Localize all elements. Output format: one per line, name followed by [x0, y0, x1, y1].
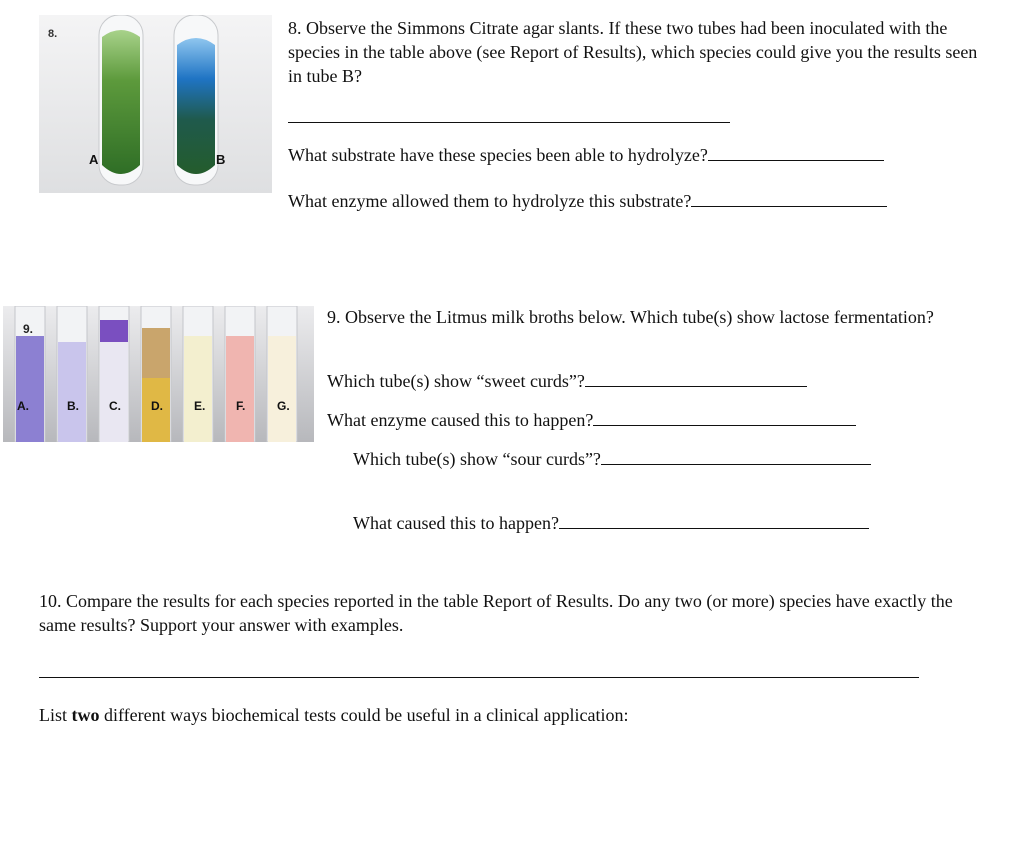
- list-prefix: List: [39, 705, 72, 725]
- substrate-question: What substrate have these species been able to hydrolyze?: [288, 145, 708, 165]
- tube-g-cream: [268, 336, 296, 442]
- litmus-label-d: D.: [151, 399, 163, 413]
- question-10-prompt: 10. Compare the results for each species reported in the table Report of Results. Do any two (or more) species have exactly the same results? Support your answer with examples.: [39, 591, 953, 635]
- question-8-enzyme-row: [288, 189, 887, 213]
- list-emphasis: two: [71, 705, 100, 725]
- sour-curds-row: [353, 447, 871, 471]
- enzyme-question-9: What enzyme caused this to happen?: [327, 410, 594, 430]
- litmus-label-f: F.: [236, 399, 246, 413]
- question-8-substrate-row: [288, 143, 884, 167]
- enzyme-9-row: [327, 408, 856, 432]
- citrate-agar-photo: [39, 15, 272, 193]
- tube-label-a: A: [89, 152, 99, 167]
- tube-e-cream: [184, 336, 212, 442]
- tube-label-b: B: [216, 152, 226, 167]
- question-10-answer-line[interactable]: [39, 677, 919, 678]
- litmus-label-e: E.: [194, 399, 206, 413]
- tube-b-lavender: [58, 342, 86, 442]
- question-9-prompt: 9. Observe the Litmus milk broths below. Which tube(s) show lactose fermentation?: [327, 307, 934, 327]
- litmus-label-c: C.: [109, 399, 121, 413]
- tube-c-purple-layer: [100, 320, 128, 342]
- tube-b-blue-medium: [177, 38, 215, 174]
- question-8-answer-line[interactable]: [288, 122, 730, 123]
- tube-c-white-curd: [100, 342, 128, 442]
- enzyme-9-answer-line[interactable]: [593, 424, 856, 426]
- tube-a-purple: [16, 336, 44, 442]
- litmus-label-a: A.: [17, 399, 29, 413]
- sour-curds-question: Which tube(s) show “sour curds”?: [353, 449, 601, 469]
- citrate-tubes-illustration: [39, 15, 272, 193]
- cause-answer-line[interactable]: [559, 527, 869, 529]
- tube-a-green-medium: [102, 30, 140, 174]
- sour-curds-answer-line[interactable]: [601, 463, 871, 465]
- enzyme-8-answer-line[interactable]: [691, 205, 887, 207]
- cause-row: [353, 511, 869, 535]
- clinical-application-prompt: [39, 703, 629, 727]
- litmus-label-b: B.: [67, 399, 79, 413]
- litmus-milk-photo: [3, 306, 314, 442]
- sweet-curds-answer-line[interactable]: [585, 385, 807, 387]
- question-8-prompt: 8. Observe the Simmons Citrate agar slants. If these two tubes had been inoculated with the species in the table above (see Report of Results), which species could give you the results seen in tube B?: [288, 18, 978, 86]
- enzyme-question-8: What enzyme allowed them to hydrolyze this substrate?: [288, 191, 692, 211]
- sweet-curds-row: [327, 369, 807, 393]
- litmus-label-g: G.: [277, 399, 290, 413]
- figure-8-number: 8.: [48, 28, 58, 40]
- sweet-curds-question: Which tube(s) show “sweet curds”?: [327, 371, 585, 391]
- litmus-tubes-illustration: [3, 306, 314, 442]
- substrate-answer-line[interactable]: [708, 159, 884, 161]
- figure-9-number: 9.: [23, 322, 34, 336]
- list-suffix: different ways biochemical tests could be useful in a clinical application:: [99, 705, 629, 725]
- cause-question: What caused this to happen?: [353, 513, 559, 533]
- tube-d-tan-layer: [142, 328, 170, 378]
- tube-f-pink: [226, 336, 254, 442]
